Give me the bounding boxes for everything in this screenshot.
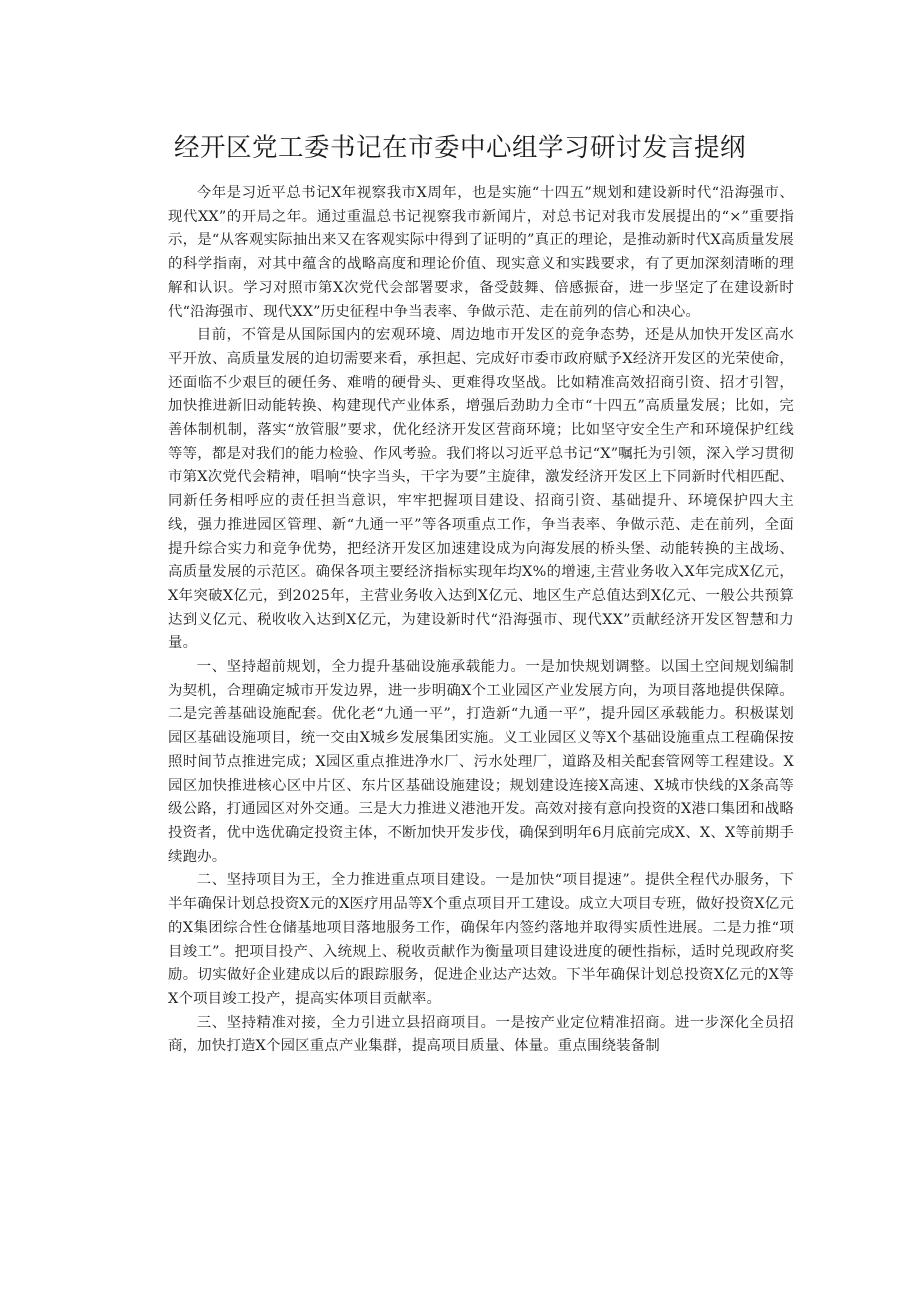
paragraph-section-2: 二、坚持项目为王，全力推进重点项目建设。一是加快“项目提速”。提供全程代办服务，下半年确保计划总投资X元的X医疗用品等X个重点项目开工建设。成立大项目专班，做好投资X亿元的X集团综合性仓储基地项目落地服务工作，确保年内签约落地并取得实质性进展。二是力推“项目竣工”。把项目投产、入统规上、税收贡献作为衡量项目建设进度的硬性指标，适时兑现政府奖励。切实做好企业建成以后的跟踪服务，促进企业达产达效。下半年确保计划总投资X亿元的X等X个项目竣工投产，提高实体项目贡献率。 [168, 872, 794, 1007]
paragraph-section-1: 一、坚持超前规划，全力提升基础设施承载能力。一是加快规划调整。以国土空间规划编制为契机，合理确定城市开发边界，进一步明确X个工业园区产业发展方向，为项目落地提供保障。二是完善基础设施配套。优化老“九通一平”，打造新“九通一平”，提升园区承载能力。积极谋划园区基础设施项目，统一交由X城乡发展集团实施。义工业园区义等X个基础设施重点工程确保按照时间节点推进完成；X园区重点推进净水厂、污水处理厂，道路及相关配套管网等工程建设。X园区加快推进核心区中片区、东片区基础设施建设；规划建设连接X高速、X城市快线的X条高等级公路，打通园区对外交通。三是大力推进义港池开发。高效对接有意向投资的X港口集团和战略投资者，优中选优确定投资主体，不断加快开发步伐，确保到明年6月底前完成X、X、X等前期手续跑办。 [168, 659, 794, 865]
document-page [168, 128, 794, 1059]
document-title: 经开区党工委书记在市委中心组学习研讨发言提纲 [174, 133, 747, 163]
paragraph-section-3: 三、坚持精准对接，全力引进立县招商项目。一是按产业定位精准招商。进一步深化全员招商，加快打造X个园区重点产业集群，提高项目质量、体量。重点围绕装备制 [168, 1014, 794, 1055]
paragraph-current-situation: 目前，不管是从国际国内的宏观环境、周边地市开发区的竞争态势，还是从加快开发区高水平开放、高质量发展的迫切需要来看，承担起、完成好市委市政府赋予X经济开发区的光荣使命，还面临不少艰巨的硬任务、难啃的硬骨头、更难得攻坚战。比如精准高效招商引资、招才引智，加快推进新旧动能转换、构建现代产业体系，增强后劲助力全市“十四五”高质量发展；比如，完善体制机制，落实“放管服”要求，优化经济开发区营商环境；比如坚守安全生产和环境保护红线等等，都是对我们的能力检验、作风考验。我们将以习近平总书记“X”嘱托为引领，深入学习贯彻市第X次党代会精神，唱响“快字当头，干字为要”主旋律，激发经济开发区上下同新时代相匹配、同新任务相呼应的责任担当意识，牢牢把握项目建设、招商引资、基础提升、环境保护四大主线，强力推进园区管理、新“九通一平”等各项重点工作，争当表率、争做示范、走在前列，全面提升综合实力和竞争优势，把经济开发区加速建设成为向海发展的桥头堡、动能转换的主战场、高质量发展的示范区。确保各项主要经济指标实现年均X%的增速,主营业务收入X年完成X亿元，X年突破X亿元，到2025年，主营业务收入达到X亿元、地区生产总值达到X亿元、一般公共预算达到义亿元、税收收入达到X亿元，为建设新时代“沿海强市、现代XX”贡献经济开发区智慧和力量。 [168, 327, 794, 652]
paragraph-intro: 今年是习近平总书记X年视察我市X周年，也是实施“十四五”规划和建设新时代“沿海强市、现代XX”的开局之年。通过重温总书记视察我市新闻片，对总书记对我市发展提出的“×”重要指示，是“从客观实际抽出来又在客观实际中得到了证明的”真正的理论，是推动新时代X高质量发展的科学指南，对其中蕴含的战略高度和理论价值、现实意义和实践要求，有了更加深刻清晰的理解和认识。学习对照市第X次党代会部署要求，备受鼓舞、倍感振奋，进一步坚定了在建设新时代“沿海强市、现代XX”历史征程中争当表率、争做示范、走在前列的信心和决心。 [168, 185, 794, 320]
